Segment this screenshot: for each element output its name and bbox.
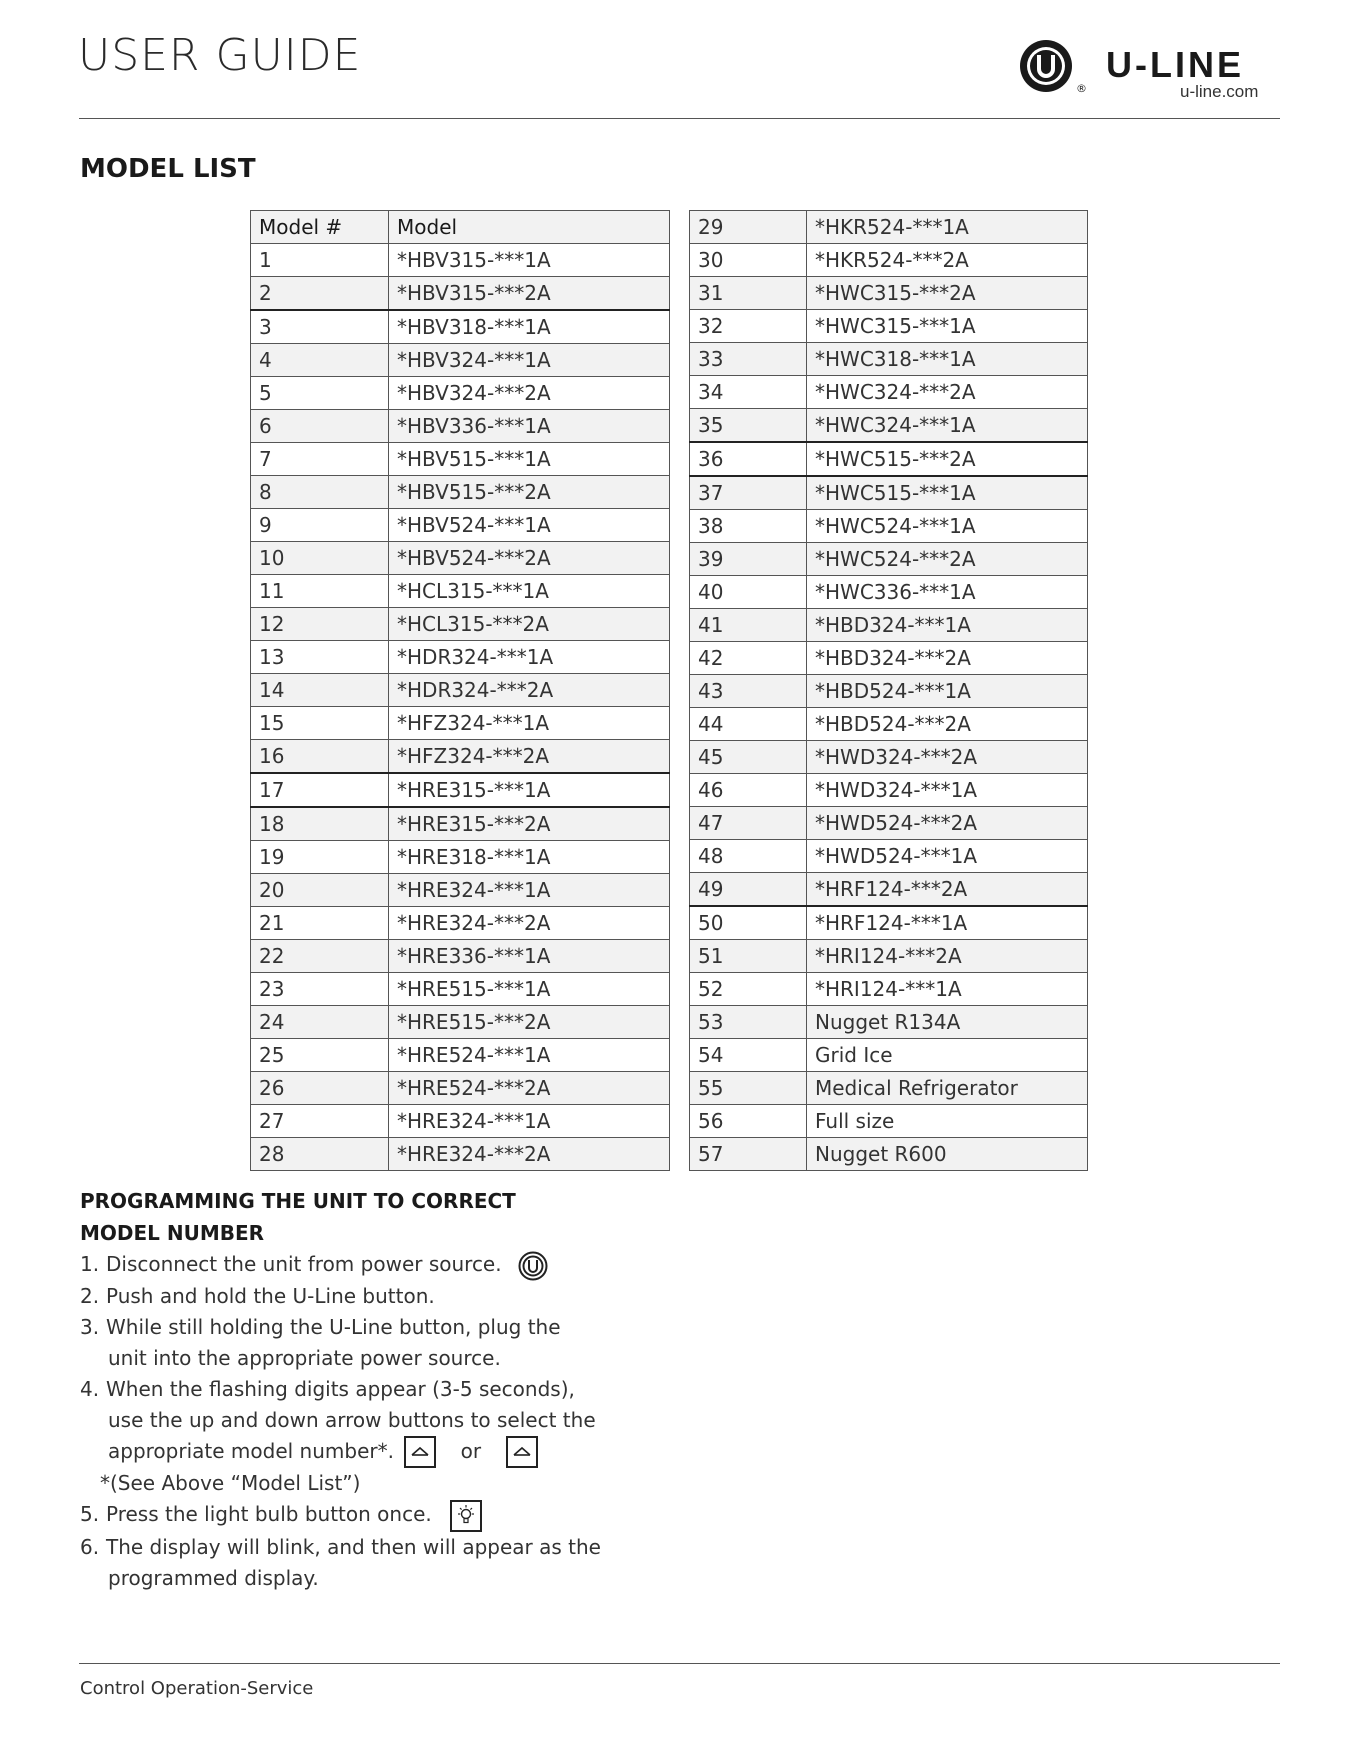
cell-model-number: 8 [251,476,389,509]
table-row [690,543,1088,576]
cell-model-number: 39 [690,543,807,576]
logo-wordmark: U-LINE [1106,44,1244,85]
table-row [251,740,670,774]
table-row [690,774,1088,807]
table-row [251,940,670,973]
model-list-note: *(See Above “Model List”) [100,1471,361,1495]
cell-model-number: 38 [690,510,807,543]
cell-model-name: *HRE324-***2A [389,1138,670,1171]
cell-model-number: 26 [251,1072,389,1105]
step-number: 3. [80,1314,100,1339]
table-row [690,277,1088,310]
table-row [690,244,1088,277]
cell-model-name: *HBD524-***1A [807,675,1088,708]
cell-model-number: 3 [251,310,389,344]
cell-model-number: 55 [690,1072,807,1105]
table-row [690,576,1088,609]
table-row [251,410,670,443]
cell-model-number: 27 [251,1105,389,1138]
cell-model-number: 28 [251,1138,389,1171]
cell-model-name: Full size [807,1105,1088,1138]
table-row [251,1039,670,1072]
table-row [251,1138,670,1171]
cell-model-number: 30 [690,244,807,277]
u-line-logo-icon [1018,38,1074,94]
step-number: 2. [80,1283,100,1308]
cell-model-number: 20 [251,874,389,907]
cell-model-number: 22 [251,940,389,973]
cell-model-name: *HWD324-***1A [807,774,1088,807]
table-row [251,807,670,841]
cell-model-number: 48 [690,840,807,873]
cell-model-name: *HBV336-***1A [389,410,670,443]
cell-model-name: *HFZ324-***1A [389,707,670,740]
cell-model-name: *HRE315-***2A [389,807,670,841]
table-row [251,674,670,707]
cell-model-name: *HBD324-***2A [807,642,1088,675]
table-row [690,741,1088,774]
cell-model-number: 51 [690,940,807,973]
cell-model-name: *HWC324-***1A [807,409,1088,443]
table-row [251,1072,670,1105]
table-row [251,509,670,542]
table-row [251,608,670,641]
table-row [690,973,1088,1006]
footer-text: Control Operation-Service [80,1678,314,1699]
cell-model-number: 35 [690,409,807,443]
cell-model-name: *HBV524-***2A [389,542,670,575]
table-row [690,675,1088,708]
cell-model-number: 5 [251,377,389,410]
cell-model-number: 47 [690,807,807,840]
cell-model-name: *HWD524-***2A [807,807,1088,840]
cell-model-name: *HKR524-***1A [807,211,1088,244]
cell-model-number: 34 [690,376,807,409]
cell-model-name: *HRF124-***2A [807,873,1088,907]
cell-model-name: *HRE515-***1A [389,973,670,1006]
cell-model-number: 2 [251,277,389,311]
table-row [251,641,670,674]
table-row [690,906,1088,940]
cell-model-name: *HRF124-***1A [807,906,1088,940]
step-text-line-with-icons [80,1436,680,1469]
table-row [690,1039,1088,1072]
cell-model-name: *HWC336-***1A [807,576,1088,609]
table-row [690,940,1088,973]
cell-model-number: 18 [251,807,389,841]
cell-model-name: *HRE315-***1A [389,773,670,807]
cell-model-number: 44 [690,708,807,741]
table-row [251,542,670,575]
cell-model-name: Grid Ice [807,1039,1088,1072]
programming-heading: PROGRAMMING THE UNIT TO CORRECT MODEL NUMBER [80,1189,516,1245]
or-text: or [460,1438,482,1463]
step-text-line: programmed display. [108,1565,319,1590]
table-row [251,344,670,377]
table-row [251,874,670,907]
header-model: Model [389,211,670,244]
table-row [251,907,670,940]
cell-model-name: *HBD324-***1A [807,609,1088,642]
cell-model-name: *HBV318-***1A [389,310,670,344]
cell-model-number: 32 [690,310,807,343]
cell-model-name: *HRE524-***2A [389,1072,670,1105]
up-arrow-button-icon [506,1436,538,1468]
step-number: 6. [80,1534,100,1559]
cell-model-number: 17 [251,773,389,807]
step-text: Push and hold the U-Line button. [106,1283,435,1308]
cell-model-number: 29 [690,211,807,244]
cell-model-number: 31 [690,277,807,310]
step-number: 1. [80,1252,100,1276]
cell-model-name: *HBD524-***2A [807,708,1088,741]
cell-model-name: *HBV515-***2A [389,476,670,509]
cell-model-name: *HBV324-***2A [389,377,670,410]
table-row [690,840,1088,873]
model-table-right [689,210,1088,1171]
cell-model-name: *HWC324-***2A [807,376,1088,409]
table-row [690,642,1088,675]
cell-model-number: 53 [690,1006,807,1039]
table-row [251,443,670,476]
step-text-line: use the up and down arrow buttons to select the [108,1407,596,1432]
table-row [690,376,1088,409]
table-row [251,575,670,608]
table-row [690,442,1088,476]
cell-model-number: 9 [251,509,389,542]
cell-model-name: *HRE324-***1A [389,1105,670,1138]
cell-model-name: *HWC515-***2A [807,442,1088,476]
table-row [251,1006,670,1039]
table-row [690,510,1088,543]
u-line-button-icon [518,1251,548,1281]
table-row [251,707,670,740]
table-row [690,609,1088,642]
logo-url: u-line.com [1180,82,1259,101]
cell-model-name: *HRE524-***1A [389,1039,670,1072]
table-row [690,1105,1088,1138]
cell-model-number: 12 [251,608,389,641]
cell-model-number: 43 [690,675,807,708]
cell-model-number: 54 [690,1039,807,1072]
table-row [690,310,1088,343]
cell-model-name: *HCL315-***1A [389,575,670,608]
table-row [690,708,1088,741]
cell-model-name: *HKR524-***2A [807,244,1088,277]
cell-model-name: *HWC524-***2A [807,543,1088,576]
cell-model-number: 7 [251,443,389,476]
cell-model-number: 57 [690,1138,807,1171]
cell-model-number: 10 [251,542,389,575]
cell-model-number: 41 [690,609,807,642]
cell-model-name: *HWC315-***2A [807,277,1088,310]
cell-model-number: 6 [251,410,389,443]
step-number: 4. [80,1376,100,1401]
cell-model-name: *HRE515-***2A [389,1006,670,1039]
cell-model-name: *HCL315-***2A [389,608,670,641]
cell-model-name: *HWC515-***1A [807,476,1088,510]
cell-model-number: 52 [690,973,807,1006]
cell-model-number: 37 [690,476,807,510]
cell-model-number: 46 [690,774,807,807]
step-text: Press the light bulb button once. [106,1502,432,1526]
cell-model-name: Nugget R600 [807,1138,1088,1171]
table-row [690,343,1088,376]
table-row [690,873,1088,907]
brand-logo [1018,34,1278,104]
cell-model-number: 56 [690,1105,807,1138]
step-number: 5. [80,1502,100,1526]
cell-model-name: *HWC524-***1A [807,510,1088,543]
header-divider [79,118,1280,119]
cell-model-name: *HRE318-***1A [389,841,670,874]
cell-model-name: *HBV524-***1A [389,509,670,542]
step-3 [80,1312,680,1374]
registered-mark: ® [1076,82,1087,95]
header-model-number: Model # [251,211,389,244]
programming-instructions [80,1185,680,1594]
cell-model-number: 4 [251,344,389,377]
page-title: USER GUIDE [78,30,362,81]
step-text-line: While still holding the U-Line button, plug the [106,1314,561,1339]
table-row [690,1072,1088,1105]
up-arrow-button-icon [404,1436,436,1468]
step-text: Disconnect the unit from power source. [106,1252,502,1276]
cell-model-name: *HWC315-***1A [807,310,1088,343]
cell-model-number: 23 [251,973,389,1006]
cell-model-number: 14 [251,674,389,707]
step-1 [80,1249,680,1281]
table-row [690,409,1088,443]
cell-model-name: *HWD324-***2A [807,741,1088,774]
cell-model-number: 11 [251,575,389,608]
cell-model-number: 15 [251,707,389,740]
table-row [251,973,670,1006]
cell-model-number: 24 [251,1006,389,1039]
cell-model-name: Nugget R134A [807,1006,1088,1039]
step-text-line: When the flashing digits appear (3-5 seconds), [106,1376,575,1401]
table-row [251,377,670,410]
table-row [690,1138,1088,1171]
table-row [690,807,1088,840]
cell-model-name: *HDR324-***2A [389,674,670,707]
table-row [251,310,670,344]
light-bulb-button-icon [450,1500,482,1532]
table-row [251,1105,670,1138]
section-title: MODEL LIST [80,154,256,184]
step-6 [80,1532,680,1594]
step-text-line: The display will blink, and then will appear as the [106,1534,601,1559]
table-row [690,476,1088,510]
table-row [690,211,1088,244]
cell-model-number: 13 [251,641,389,674]
cell-model-number: 42 [690,642,807,675]
table-row [251,277,670,311]
table-row [690,1006,1088,1039]
cell-model-number: 49 [690,873,807,907]
model-table-left [250,210,670,1171]
cell-model-number: 21 [251,907,389,940]
step-text-line: unit into the appropriate power source. [108,1345,501,1370]
cell-model-number: 45 [690,741,807,774]
cell-model-name: *HRE324-***2A [389,907,670,940]
cell-model-name: Medical Refrigerator [807,1072,1088,1105]
table-row [251,476,670,509]
footer-divider [79,1663,1280,1664]
cell-model-name: *HFZ324-***2A [389,740,670,774]
cell-model-number: 25 [251,1039,389,1072]
cell-model-name: *HRI124-***1A [807,973,1088,1006]
cell-model-number: 50 [690,906,807,940]
cell-model-name: *HDR324-***1A [389,641,670,674]
table-header-row [251,211,670,244]
cell-model-number: 19 [251,841,389,874]
step-2 [80,1281,680,1312]
cell-model-number: 33 [690,343,807,376]
cell-model-name: *HBV315-***2A [389,277,670,311]
cell-model-number: 36 [690,442,807,476]
table-row [251,773,670,807]
cell-model-name: *HBV315-***1A [389,244,670,277]
cell-model-name: *HRI124-***2A [807,940,1088,973]
cell-model-name: *HWC318-***1A [807,343,1088,376]
table-row [251,244,670,277]
cell-model-number: 1 [251,244,389,277]
cell-model-name: *HBV324-***1A [389,344,670,377]
cell-model-number: 16 [251,740,389,774]
step-4 [80,1374,680,1500]
step-text-line: appropriate model number*. [108,1438,394,1463]
step-5 [80,1499,680,1532]
cell-model-name: *HWD524-***1A [807,840,1088,873]
cell-model-name: *HBV515-***1A [389,443,670,476]
cell-model-number: 40 [690,576,807,609]
table-row [251,841,670,874]
cell-model-name: *HRE336-***1A [389,940,670,973]
cell-model-name: *HRE324-***1A [389,874,670,907]
